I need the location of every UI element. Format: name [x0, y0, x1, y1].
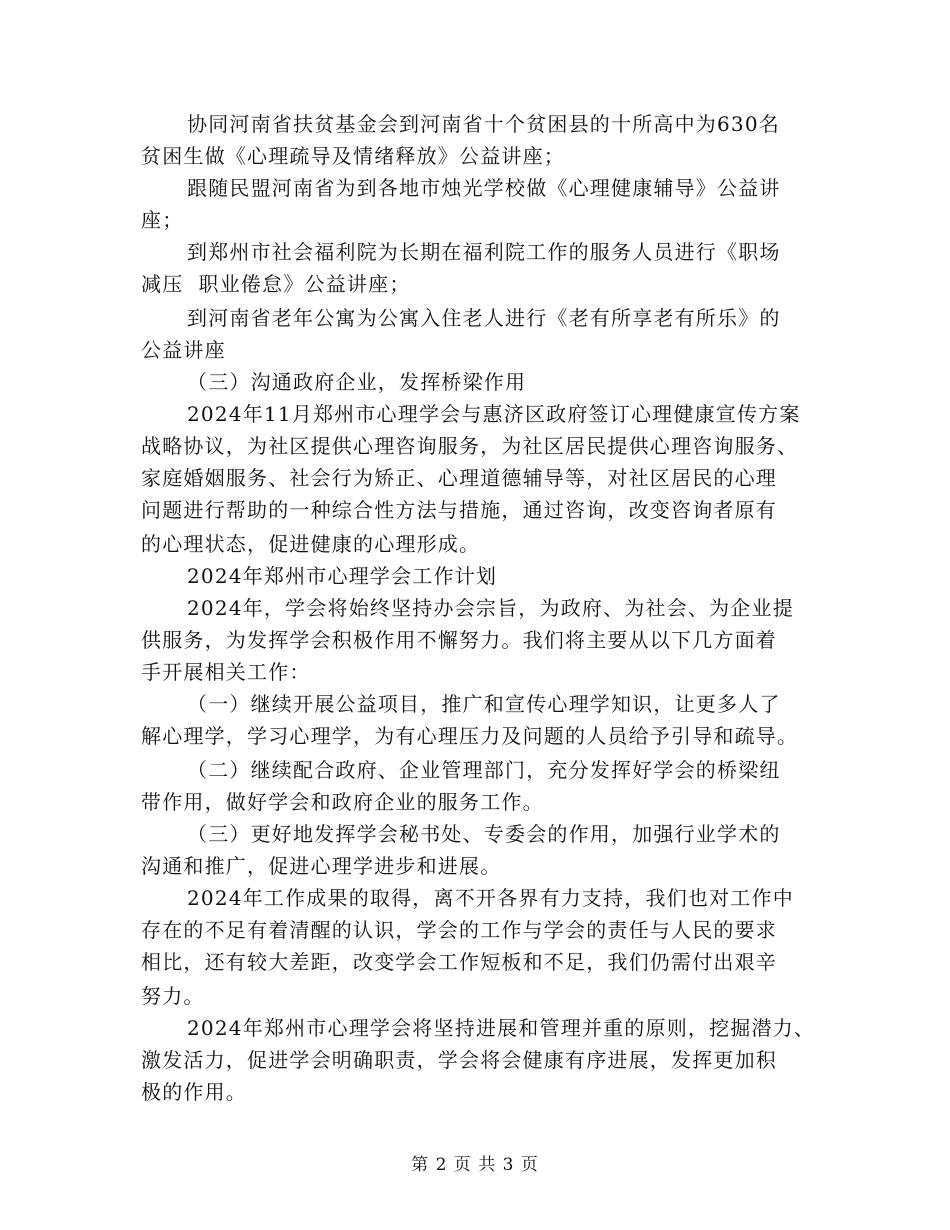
text-line: 2024年工作成果的取得，离不开各界有力支持，我们也对工作中	[187, 886, 794, 910]
text-line: 战略协议，为社区提供心理咨询服务，为社区居民提供心理咨询服务、	[141, 434, 799, 458]
text-line: 家庭婚姻服务、社会行为矫正、心理道德辅导等，对社区居民的心理	[141, 466, 777, 490]
text-line: 极的作用。	[141, 1080, 247, 1104]
text-line: 问题进行帮助的一种综合性方法与措施，通过咨询，改变咨询者原有	[141, 498, 777, 522]
text-line: 减压 职业倦怠》公益讲座；	[141, 272, 411, 296]
text-line: 供服务，为发挥学会积极作用不懈努力。我们将主要从以下几方面着	[141, 628, 777, 652]
text-line: 公益讲座	[141, 338, 226, 362]
section-title: 2024年郑州市心理学会工作计划	[187, 564, 498, 588]
text-line: 2024年郑州市心理学会将坚持进展和管理并重的原则，挖掘潜力、	[187, 1016, 816, 1040]
text-line: 2024年，学会将始终坚持办会宗旨，为政府、为社会、为企业提	[187, 596, 794, 620]
text-line: 到郑州市社会福利院为长期在福利院工作的服务人员进行《职场	[187, 240, 781, 264]
text-line: 贫困生做《心理疏导及情绪释放》公益讲座；	[141, 144, 565, 168]
text-line: 沟通和推广，促进心理学进步和进展。	[141, 854, 502, 878]
text-line: （一）继续开展公益项目，推广和宣传心理学知识，让更多人了	[187, 692, 781, 716]
section-heading: （三）沟通政府企业，发挥桥梁作用	[187, 370, 527, 394]
text-line: 带作用，做好学会和政府企业的服务工作。	[141, 790, 544, 814]
text-line: 努力。	[141, 984, 205, 1008]
text-line: 到河南省老年公寓为公寓入住老人进行《老有所享老有所乐》的	[187, 306, 781, 330]
text-line: （二）继续配合政府、企业管理部门，充分发挥好学会的桥梁纽	[187, 758, 781, 782]
text-line: 协同河南省扶贫基金会到河南省十个贫困县的十所高中为630名	[187, 112, 780, 136]
text-line: （三）更好地发挥学会秘书处、专委会的作用，加强行业学术的	[187, 822, 781, 846]
page-number-footer: 第 2 页 共 3 页	[411, 1155, 539, 1175]
text-line: 相比，还有较大差距，改变学会工作短板和不足，我们仍需付出艰辛	[141, 950, 777, 974]
text-line: 解心理学，学习心理学，为有心理压力及问题的人员给予引导和疏导。	[141, 724, 799, 748]
text-line: 的心理状态，促进健康的心理形成。	[141, 532, 481, 556]
text-line: 存在的不足有着清醒的认识，学会的工作与学会的责任与人民的要求	[141, 918, 777, 942]
text-line: 座；	[141, 208, 184, 232]
text-line: 手开展相关工作：	[141, 660, 311, 684]
text-line: 2024年11月郑州市心理学会与惠济区政府签订心理健康宣传方案	[187, 402, 801, 426]
text-line: 跟随民盟河南省为到各地市烛光学校做《心理健康辅导》公益讲	[187, 176, 781, 200]
text-line: 激发活力，促进学会明确职责，学会将会健康有序进展，发挥更加积	[141, 1048, 777, 1072]
